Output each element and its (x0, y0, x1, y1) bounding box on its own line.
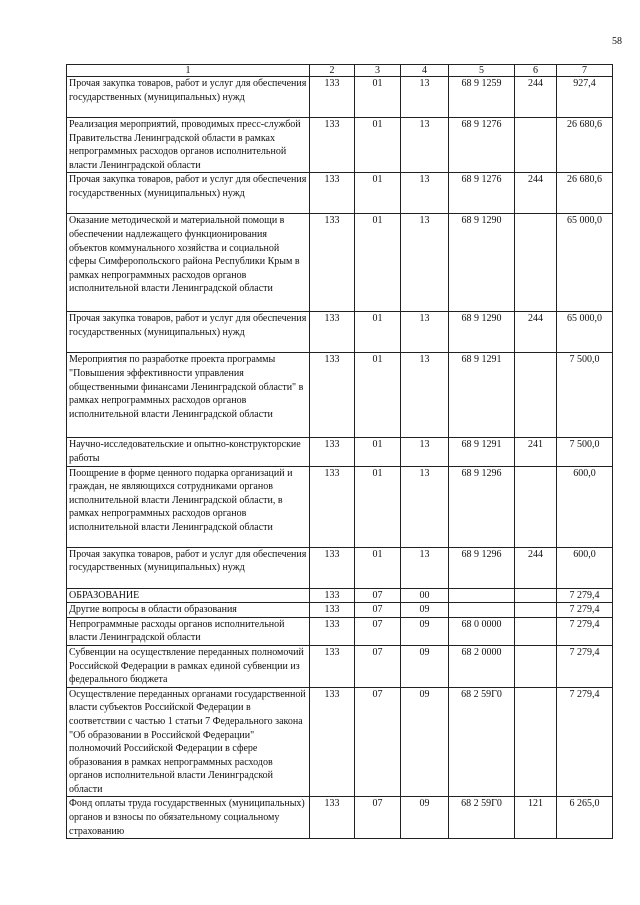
table-header-row (67, 65, 613, 77)
row-subsection: 13 (401, 173, 449, 214)
row-grbs: 133 (310, 353, 355, 438)
table-row (67, 118, 613, 173)
page-number: 58 (612, 36, 622, 47)
row-name: Прочая закупка товаров, работ и услуг для обеспечения государственных (муниципальных) нужд (67, 547, 310, 588)
row-name: Фонд оплаты труда государственных (муниципальных) органов и взносы по обязательному социальному страхованию (67, 797, 310, 839)
row-grbs: 133 (310, 603, 355, 618)
row-amount: 7 279,4 (557, 617, 613, 645)
row-name: Реализация мероприятий, проводимых пресс-службой Правительства Ленинградской области в рамках непрограммных расходов органов исполнительной власти Ленинградской области (67, 118, 310, 173)
column-header: 3 (355, 65, 401, 77)
row-grbs: 133 (310, 438, 355, 466)
row-expense-type: 244 (515, 312, 557, 353)
row-section: 07 (355, 645, 401, 687)
row-name: Научно-исследовательские и опытно-конструкторские работы (67, 438, 310, 466)
row-target-article: 68 0 0000 (449, 617, 515, 645)
row-subsection: 13 (401, 312, 449, 353)
row-amount: 65 000,0 (557, 214, 613, 312)
row-amount: 7 279,4 (557, 603, 613, 618)
row-name: Прочая закупка товаров, работ и услуг для обеспечения государственных (муниципальных) нужд (67, 312, 310, 353)
row-section: 01 (355, 118, 401, 173)
row-expense-type (515, 214, 557, 312)
row-grbs: 133 (310, 312, 355, 353)
row-section: 01 (355, 77, 401, 118)
row-target-article: 68 9 1276 (449, 173, 515, 214)
table-row (67, 214, 613, 312)
row-amount: 600,0 (557, 466, 613, 547)
row-section: 07 (355, 797, 401, 839)
row-grbs: 133 (310, 617, 355, 645)
row-amount: 7 279,4 (557, 687, 613, 797)
row-subsection: 13 (401, 466, 449, 547)
row-section: 07 (355, 687, 401, 797)
row-subsection: 13 (401, 438, 449, 466)
row-name: Субвенции на осуществление переданных полномочий Российской Федерации в рамках единой субвенции из федерального бюджета (67, 645, 310, 687)
row-subsection: 13 (401, 214, 449, 312)
row-grbs: 133 (310, 77, 355, 118)
row-expense-type (515, 617, 557, 645)
row-grbs: 133 (310, 645, 355, 687)
row-amount: 7 500,0 (557, 438, 613, 466)
row-expense-type (515, 645, 557, 687)
row-target-article: 68 9 1290 (449, 214, 515, 312)
row-name: Прочая закупка товаров, работ и услуг для обеспечения государственных (муниципальных) нужд (67, 173, 310, 214)
row-expense-type (515, 588, 557, 603)
row-subsection: 09 (401, 797, 449, 839)
row-subsection: 13 (401, 77, 449, 118)
row-subsection: 09 (401, 645, 449, 687)
row-grbs: 133 (310, 466, 355, 547)
row-grbs: 133 (310, 547, 355, 588)
row-amount: 600,0 (557, 547, 613, 588)
row-amount: 6 265,0 (557, 797, 613, 839)
budget-table (66, 64, 613, 839)
column-header: 1 (67, 65, 310, 77)
row-expense-type (515, 353, 557, 438)
row-subsection: 13 (401, 547, 449, 588)
row-name: Другие вопросы в области образования (67, 603, 310, 618)
row-name: Непрограммные расходы органов исполнительной власти Ленинградской области (67, 617, 310, 645)
row-grbs: 133 (310, 214, 355, 312)
row-target-article (449, 588, 515, 603)
row-grbs: 133 (310, 687, 355, 797)
table-row (67, 645, 613, 687)
table-row (67, 77, 613, 118)
table-row (67, 466, 613, 547)
row-target-article: 68 9 1276 (449, 118, 515, 173)
row-section: 01 (355, 438, 401, 466)
row-section: 01 (355, 547, 401, 588)
table-row (67, 687, 613, 797)
row-target-article: 68 9 1296 (449, 466, 515, 547)
table-row (67, 547, 613, 588)
table-row (67, 438, 613, 466)
column-header: 6 (515, 65, 557, 77)
row-expense-type: 241 (515, 438, 557, 466)
row-grbs: 133 (310, 588, 355, 603)
row-section: 07 (355, 617, 401, 645)
row-expense-type: 244 (515, 547, 557, 588)
row-section: 01 (355, 312, 401, 353)
row-subsection: 13 (401, 118, 449, 173)
row-expense-type (515, 687, 557, 797)
row-target-article: 68 9 1259 (449, 77, 515, 118)
row-expense-type (515, 466, 557, 547)
row-grbs: 133 (310, 173, 355, 214)
row-section: 01 (355, 353, 401, 438)
row-expense-type (515, 603, 557, 618)
table-row (67, 588, 613, 603)
row-section: 01 (355, 466, 401, 547)
column-header: 5 (449, 65, 515, 77)
row-name: Прочая закупка товаров, работ и услуг для обеспечения государственных (муниципальных) нужд (67, 77, 310, 118)
table-row (67, 173, 613, 214)
row-amount: 7 500,0 (557, 353, 613, 438)
row-name: ОБРАЗОВАНИЕ (67, 588, 310, 603)
column-header: 7 (557, 65, 613, 77)
row-amount: 65 000,0 (557, 312, 613, 353)
row-expense-type (515, 118, 557, 173)
row-target-article (449, 603, 515, 618)
row-target-article: 68 9 1296 (449, 547, 515, 588)
table-row (67, 617, 613, 645)
row-grbs: 133 (310, 797, 355, 839)
row-expense-type: 244 (515, 173, 557, 214)
row-section: 07 (355, 588, 401, 603)
row-grbs: 133 (310, 118, 355, 173)
table-row (67, 312, 613, 353)
row-expense-type: 121 (515, 797, 557, 839)
row-amount: 927,4 (557, 77, 613, 118)
row-subsection: 13 (401, 353, 449, 438)
column-header: 2 (310, 65, 355, 77)
table-row (67, 603, 613, 618)
row-amount: 7 279,4 (557, 588, 613, 603)
row-target-article: 68 2 59Г0 (449, 797, 515, 839)
row-subsection: 09 (401, 687, 449, 797)
row-expense-type: 244 (515, 77, 557, 118)
row-subsection: 00 (401, 588, 449, 603)
row-target-article: 68 2 59Г0 (449, 687, 515, 797)
row-name: Оказание методической и материальной помощи в обеспечении надлежащего функционирования объектов коммунального хозяйства и социальной сферы Симферопольского района Республики Крым в рамках непрограммных расходов органов исполнительной власти Ленинградской области (67, 214, 310, 312)
row-name: Мероприятия по разработке проекта программы "Повышения эффективности управления общественными финансами Ленинградской области" в рамках непрограммных расходов органов исполнительной власти Ленинградской области (67, 353, 310, 438)
row-target-article: 68 9 1291 (449, 438, 515, 466)
row-target-article: 68 9 1290 (449, 312, 515, 353)
column-header: 4 (401, 65, 449, 77)
row-subsection: 09 (401, 617, 449, 645)
row-amount: 26 680,6 (557, 173, 613, 214)
row-target-article: 68 2 0000 (449, 645, 515, 687)
row-amount: 7 279,4 (557, 645, 613, 687)
row-name: Осуществление переданных органами государственной власти субъектов Российской Федерации в соответствии с частью 1 статьи 7 Федерального закона "Об образовании в Российской Федерации" полномочий Российской Федерации в сфере образования в рамках непрограммных расходов органов исполнительной власти Ленинградской области (67, 687, 310, 797)
row-amount: 26 680,6 (557, 118, 613, 173)
row-section: 01 (355, 214, 401, 312)
row-section: 01 (355, 173, 401, 214)
table-row (67, 797, 613, 839)
row-subsection: 09 (401, 603, 449, 618)
row-section: 07 (355, 603, 401, 618)
row-target-article: 68 9 1291 (449, 353, 515, 438)
row-name: Поощрение в форме ценного подарка организаций и граждан, не являющихся сотрудниками органов исполнительной власти Ленинградской области, в рамках непрограммных расходов органов исполнительной власти Ленинградской области (67, 466, 310, 547)
table-row (67, 353, 613, 438)
